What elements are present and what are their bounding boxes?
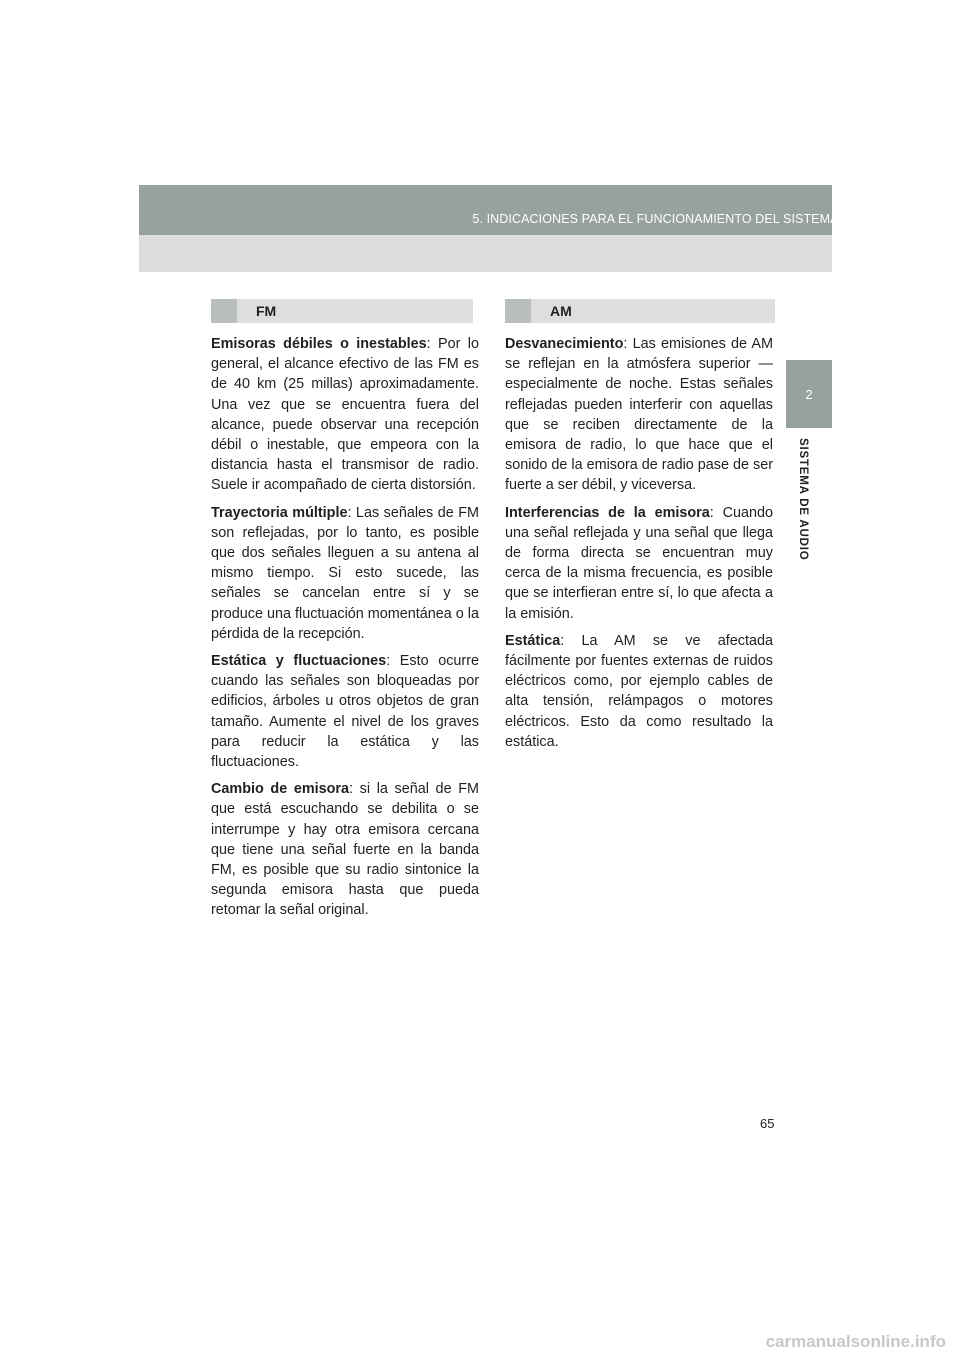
chapter-tab bbox=[786, 360, 832, 428]
paragraph-term: Estática bbox=[505, 632, 561, 649]
am-section-heading bbox=[505, 299, 775, 323]
heading-marker bbox=[505, 299, 531, 323]
chapter-title: 5. INDICACIONES PARA EL FUNCIONAMIENTO DEL SISTEMA DE AUDIO bbox=[472, 212, 902, 226]
chapter-number: 2 bbox=[805, 386, 813, 402]
am-heading-title: AM bbox=[550, 303, 572, 319]
am-paragraph bbox=[505, 631, 773, 752]
paragraph-text: : Las emisiones de AM se reflejan en la atmósfera superior — especialmente de noche. Estas señales reflejadas pueden interferir con aquellas que se reciben directamente de la emisora de radio, lo que hace que el sonido de la emisora de radio pase de ser fuerte a ser débil, y viceversa. bbox=[505, 336, 773, 494]
header-bar bbox=[139, 185, 832, 235]
paragraph-term: Trayectoria múltiple bbox=[211, 504, 348, 521]
paragraph-term: Estática y fluctuaciones bbox=[211, 653, 387, 670]
paragraph-text: : Por lo general, el alcance efectivo de las FM es de 40 km (25 millas) aproximadamente. Una vez que se encuentra fuera del alcance, puede observar una recepción débil o inestable, que empeora con la distancia hasta el transmisor de radio. Suele ir acompañado de cierta distorsión. bbox=[211, 336, 479, 494]
paragraph-text: : La AM se ve afectada fácilmente por fuentes externas de ruidos eléctricos como, por ejemplo cables de alta tensión, relámpagos o motores eléctricos. Esto da como resultado la estática. bbox=[505, 632, 773, 750]
fm-paragraph bbox=[211, 503, 479, 644]
am-paragraph bbox=[505, 334, 773, 496]
paragraph-text: : Cuando una señal reflejada y una señal que llega de forma directa se encuentran muy cerca de la misma frecuencia, es posible que se interfieran entre sí, lo que afecta a la emisión. bbox=[505, 504, 773, 622]
am-paragraph bbox=[505, 503, 773, 624]
paragraph-text: : Esto ocurre cuando las señales son bloqueadas por edificios, árboles u otros objetos de gran tamaño. Aumente el nivel de los graves para reducir la estática y las fluctuaciones. bbox=[211, 653, 479, 771]
page-number: 65 bbox=[760, 1116, 775, 1131]
paragraph-text: : Las señales de FM son reflejadas, por lo tanto, es posible que dos señales lleguen a su antena al mismo tiempo. Si esto sucede, las señales se cancelan entre sí y se produce una fluctuación momentánea o la pérdida de la recepción. bbox=[211, 504, 480, 642]
fm-paragraph bbox=[211, 779, 479, 920]
paragraph-text: : si la señal de FM que está escuchando se debilita o se interrumpe y hay otra emisora cercana que tiene una señal fuerte en la banda FM, es posible que su radio sintonice la segunda emisora hasta que pueda retomar la señal original. bbox=[211, 781, 479, 919]
fm-section-heading bbox=[211, 299, 473, 323]
paragraph-term: Cambio de emisora bbox=[211, 781, 350, 798]
heading-marker bbox=[211, 299, 237, 323]
paragraph-term: Desvanecimiento bbox=[505, 336, 624, 352]
chapter-tab-label: SISTEMA DE AUDIO bbox=[797, 438, 809, 561]
watermark[interactable]: carmanualsonline.info bbox=[765, 1332, 946, 1351]
fm-paragraph bbox=[211, 651, 479, 772]
paragraph-term: Emisoras débiles o inestables bbox=[211, 336, 427, 352]
paragraph-term: Interferencias de la emisora bbox=[505, 504, 710, 521]
fm-heading-title: FM bbox=[256, 303, 277, 319]
am-column bbox=[505, 334, 773, 759]
fm-paragraph bbox=[211, 334, 479, 496]
fm-column bbox=[211, 334, 479, 928]
